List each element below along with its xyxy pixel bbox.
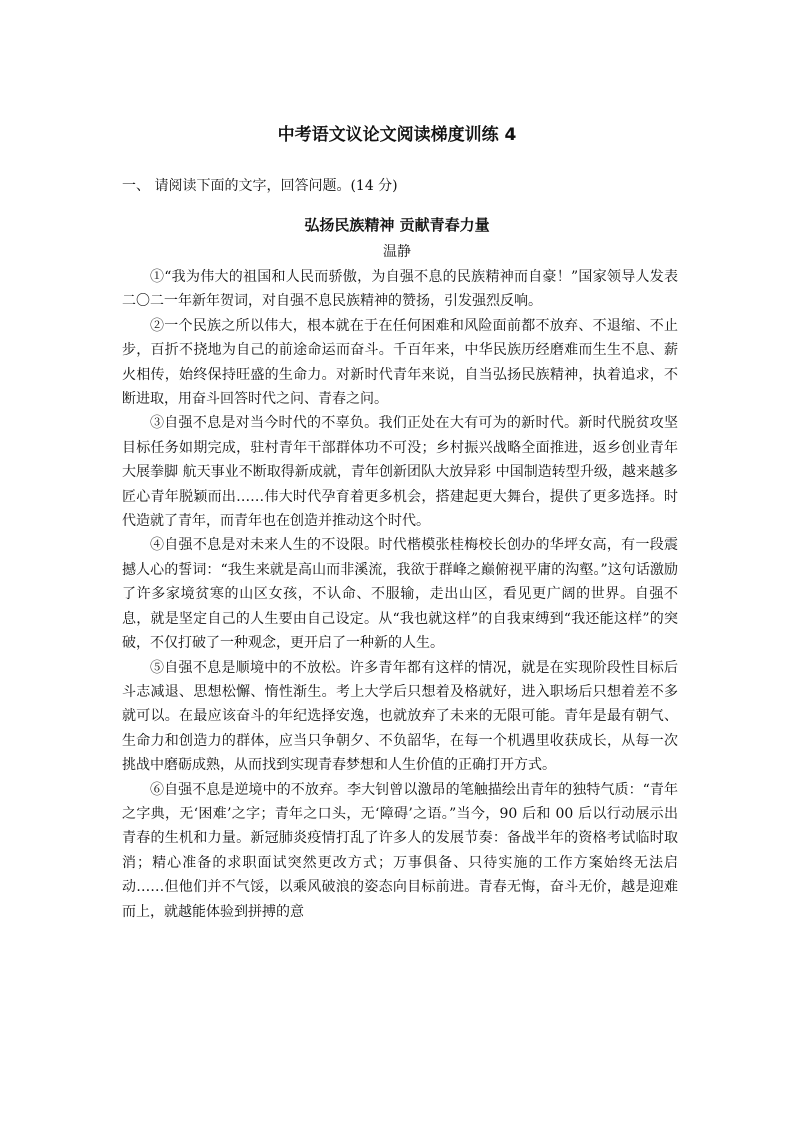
document-title: 中考语文议论文阅读梯度训练 4 bbox=[277, 125, 517, 145]
paragraph-5: ⑤自强不息是顺境中的不放松。许多青年都有这样的情况，就是在实现阶段性目标后斗志减退、思想松懈、惰性渐生。考上大学后只想着及格就好，进入职场后只想着差不多就可以。在最应该奋斗的年纪选择安逸，也就放弃了未来的无限可能。青年是最有朝气、生命力和创造力的群体，应当只争朝夕、不负韶华，在每一个机遇里收获成长，从每一次挑战中磨砺成熟，从而找到实现青春梦想和人生价值的正确打开方式。 bbox=[122, 659, 678, 774]
paragraph-2: ②一个民族之所以伟大，根本就在于在任何困难和风险面前都不放弃、不退缩、不止步，百折不挠地为自己的前途命运而奋斗。千百年来，中华民族历经磨难而生生不息、薪火相传，始终保持旺盛的生命力。对新时代青年来说，自当弘扬民族精神，执着追求，不断进取，用奋斗回答时代之问、青春之问。 bbox=[122, 317, 678, 408]
paragraph-3: ③自强不息是对当今时代的不辜负。我们正处在大有可为的新时代。新时代脱贫攻坚目标任务如期完成，驻村青年干部群体功不可没；乡村振兴战略全面推进，返乡创业青年大展拳脚 航天事业不断取得新成就，青年创新团队大放异彩 中国制造转型升级，越来越多匠心青年脱颖而出……伟大时代孕育着更多机会，搭建起更大舞台，提供了更多选择。时代造就了青年，而青年也在创造并推动这个时代。 bbox=[122, 415, 678, 530]
question-prompt: 一、 请阅读下面的文字，回答问题。(14 分) bbox=[122, 178, 398, 194]
paragraph-1: ①“我为伟大的祖国和人民而骄傲，为自强不息的民族精神而自豪！”国家领导人发表二〇二一年新年贺词，对自强不息民族精神的赞扬，引发强烈反响。 bbox=[122, 269, 678, 310]
article-body bbox=[122, 265, 678, 924]
article-title: 弘扬民族精神 贡献青春力量 bbox=[304, 216, 490, 234]
paragraph-4: ④自强不息是对未来人生的不设限。时代楷模张桂梅校长创办的华坪女高，有一段震撼人心的誓词：“我生来就是高山而非溪流，我欲于群峰之巅俯视平庸的沟壑。”这句话激励了许多家境贫寒的山区女孩，不认命、不服输，走出山区，看见更广阔的世界。自强不息，就是坚定自己的人生要由自己设定。从“我也就这样”的自我束缚到“我还能这样”的突破，不仅打破了一种观念，更开启了一种新的人生。 bbox=[122, 537, 678, 652]
paragraph-6: ⑥自强不息是逆境中的不放弃。李大钊曾以激昂的笔触描绘出青年的独特气质：“青年之字典，无‘困难’之字；青年之口头，无‘障碍’之语。”当今，90 后和 00 后以行动展示出青春的生机和力量。新冠肺炎疫情打乱了许多人的发展节奏：备战半年的资格考试临时取消；精心准备的求职面试突然更改方式；万事俱备、只待实施的工作方案始终无法启动……但他们并不气馁，以乘风破浪的姿态向目标前进。青春无悔，奋斗无价，越是迎难而上，就越能体验到拼搏的意 bbox=[122, 781, 678, 920]
article-author: 温静 bbox=[383, 244, 411, 260]
